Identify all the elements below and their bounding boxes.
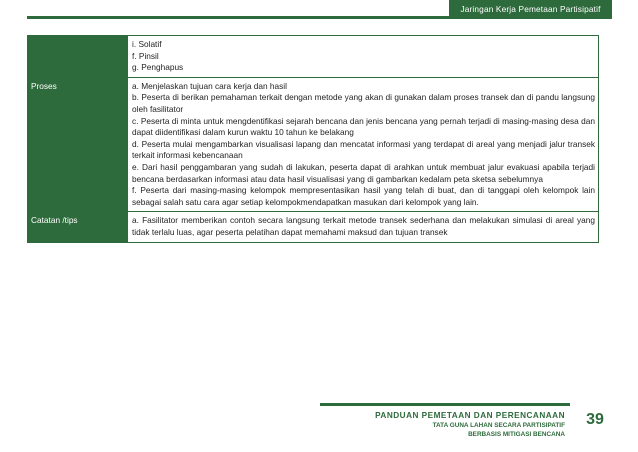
row-content-proses <box>128 77 599 212</box>
list-item: i. Solatif <box>132 39 162 49</box>
page-number: 39 <box>586 411 604 428</box>
row-content <box>128 36 599 78</box>
list-item: e. Dari hasil penggambaran yang sudah di lakukan, peserta dapat di arahkan untuk membuat jalur evakuasi apabila terjadi bencana berdasarkan informasi atau data hasil visualisasi yang di gambarkan kedalam peta sketsa sebelumnya <box>132 161 595 184</box>
list-item: a. Menjelaskan tujuan cara kerja dan hasil <box>132 80 287 91</box>
table-row <box>28 212 599 242</box>
list-item: f. Pinsil <box>132 50 159 61</box>
footer-title: PANDUAN PEMETAAN DAN PERENCANAAN <box>375 411 565 420</box>
footer-subtitle: TATA GUNA LAHAN SECARA PARTISIPATIF <box>432 422 565 429</box>
header-title: Jaringan Kerja Pemetaan Partisipatif <box>449 0 612 19</box>
list-item: f. Peserta dari masing-masing kelompok mempresentasikan hasil yang telah di buat, dan di tanggapi oleh kelompok lain sebagai salah satu cara agar setiap kelompokmendapatkan masukan dari kelompok yang lain. <box>132 185 595 207</box>
row-label-catatan: Catatan /tips <box>28 212 128 242</box>
content-table <box>27 35 599 243</box>
footer-rule <box>320 403 570 406</box>
list-item: g. Penghapus <box>132 62 184 73</box>
row-content-catatan <box>128 212 599 242</box>
list-item: c. Peserta di minta untuk mengdentifikasi sejarah bencana dan jenis bencana yang pernah terjadi di masing-masing desa dan dapat diidentifikasi dalam kurun waktu 10 tahun ke belakang <box>132 115 595 138</box>
row-label-proses: Proses <box>28 77 128 212</box>
footer-subtitle: BERBASIS MITIGASI BENCANA <box>468 431 565 438</box>
list-item: d. Peserta mulai mengambarkan visualisasi lapang dan mencatat informasi yang terdapat di areal yang menjadi jalur transek terkait informasi kebencanaan <box>132 138 595 161</box>
footer <box>375 410 565 439</box>
table-row <box>28 36 599 78</box>
row-label <box>28 36 128 78</box>
table-row <box>28 77 599 212</box>
list-item: b. Peserta di berikan pemahaman terkait dengan metode yang akan di gunakan dalam proses transek dan di pandu langsung oleh fasilitator <box>132 92 595 114</box>
list-item: a. Fasilitator memberikan contoh secara langsung terkait metode transek sederhana dan melakukan simulasi di areal yang tidak terlalu luas, agar peserta pelatihan dapat memahami maksud dan tujuan transek <box>132 215 595 237</box>
